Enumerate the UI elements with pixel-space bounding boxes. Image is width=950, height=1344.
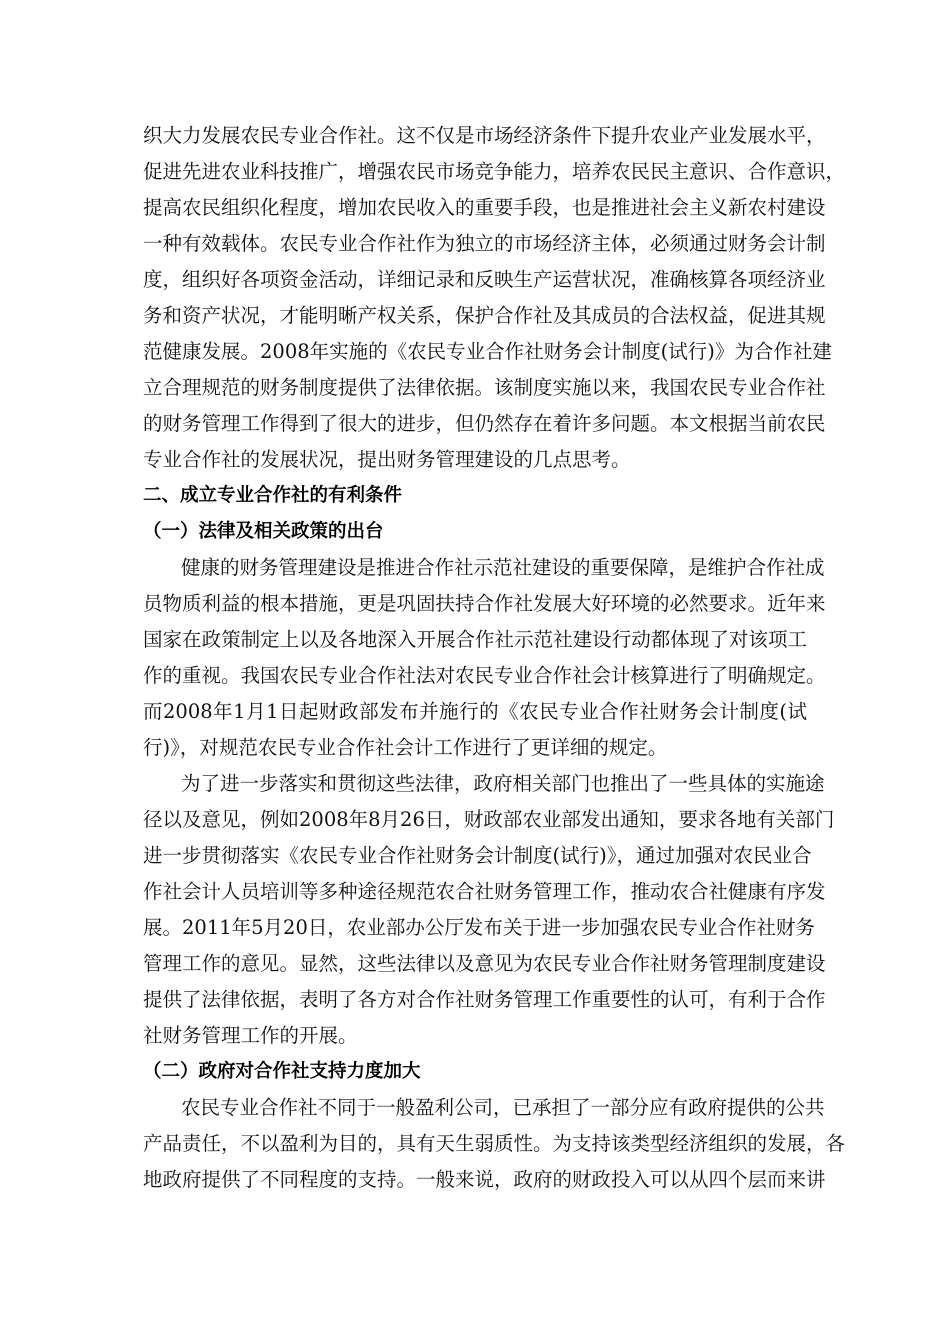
text-line: 提高农民组织化程度，增加农民收入的重要手段，也是推进社会主义新农村建设 bbox=[143, 196, 826, 219]
text-line: 立合理规范的财务制度提供了法律依据。该制度实施以来，我国农民专业合作社 bbox=[143, 376, 826, 399]
text-line: 径以及意见，例如2008年8月26日，财政部农业部发出通知，要求各地有关部门 bbox=[143, 808, 835, 831]
text-line: 国家在政策制定上以及各地深入开展合作社示范社建设行动都体现了对该项工 bbox=[143, 628, 807, 651]
text-line: 进一步贯彻落实《农民专业合作社财务会计制度(试行)》，通过加强对农民业合 bbox=[143, 844, 812, 867]
text-line: 社财务管理工作的开展。 bbox=[143, 1024, 358, 1047]
text-line: 员物质利益的根本措施，更是巩固扶持合作社发展大好环境的必然要求。近年来 bbox=[143, 592, 826, 615]
text-line: 地政府提供了不同程度的支持。一般来说，政府的财政投入可以从四个层而来讲 bbox=[143, 1168, 826, 1191]
paragraph-implementation bbox=[143, 766, 835, 1054]
subsection-heading: （一）法律及相关政策的出台 bbox=[143, 521, 384, 542]
text-line: 产品责任，不以盈利为目的，具有天生弱质性。为支持该类型经济组织的发展，各 bbox=[143, 1132, 846, 1155]
text-line: 度，组织好各项资金活动，详细记录和反映生产运营状况，准确核算各项经济业 bbox=[143, 268, 826, 291]
text-line: 织大力发展农民专业合作社。这不仅是市场经济条件下提升农业产业发展水平， bbox=[143, 124, 826, 147]
text-line: 而2008年1月1日起财政部发布并施行的《农民专业合作社财务会计制度(试 bbox=[143, 700, 807, 723]
text-line: 促进先进农业科技推广，增强农民市场竞争能力，培养农民民主意识、合作意识， bbox=[143, 160, 846, 183]
text-line: 为了进一步落实和贯彻这些法律，政府相关部门也推出了一些具体的实施途 bbox=[181, 772, 825, 795]
subsection-heading: （二）政府对合作社支持力度加大 bbox=[143, 1061, 421, 1082]
text-line: 的财务管理工作得到了很大的进步，但仍然存在着许多问题。本文根据当前农民 bbox=[143, 412, 826, 435]
section-heading: 二、成立专业合作社的有利条件 bbox=[143, 485, 403, 506]
text-line: 展。2011年5月20日，农业部办公厅发布关于进一步加强农民专业合作社财务 bbox=[143, 916, 815, 939]
text-line: 作社会计人员培训等多种途径规范农合社财务管理工作，推动农合社健康有序发 bbox=[143, 880, 826, 903]
text-line: 务和资产状况，才能明晰产权关系，保护合作社及其成员的合法权益，促进其规 bbox=[143, 304, 826, 327]
text-line: 管理工作的意见。显然，这些法律以及意见为农民专业合作社财务管理制度建设 bbox=[143, 952, 826, 975]
text-line: 行)》，对规范农民专业合作社会计工作进行了更详细的规定。 bbox=[143, 736, 668, 759]
document-body bbox=[143, 118, 846, 1198]
text-line: 作的重视。我国农民专业合作社法对农民专业合作社会计核算进行了明确规定。 bbox=[143, 664, 826, 687]
paragraph-government-support bbox=[143, 1090, 846, 1198]
text-line: 专业合作社的发展状况，提出财务管理建设的几点思考。 bbox=[143, 448, 631, 471]
text-line: 农民专业合作社不同于一般盈利公司，已承担了一部分应有政府提供的公共 bbox=[181, 1096, 825, 1119]
paragraph-intro-continued bbox=[143, 118, 846, 478]
text-line: 提供了法律依据，表明了各方对合作社财务管理工作重要性的认可，有利于合作 bbox=[143, 988, 826, 1011]
text-line: 一种有效载体。农民专业合作社作为独立的市场经济主体，必须通过财务会计制 bbox=[143, 232, 826, 255]
text-line: 范健康发展。2008年实施的《农民专业合作社财务会计制度(试行)》为合作社建 bbox=[143, 340, 832, 363]
text-line: 健康的财务管理建设是推进合作社示范社建设的重要保障，是维护合作社成 bbox=[181, 556, 825, 579]
paragraph-law-policy bbox=[143, 550, 826, 766]
